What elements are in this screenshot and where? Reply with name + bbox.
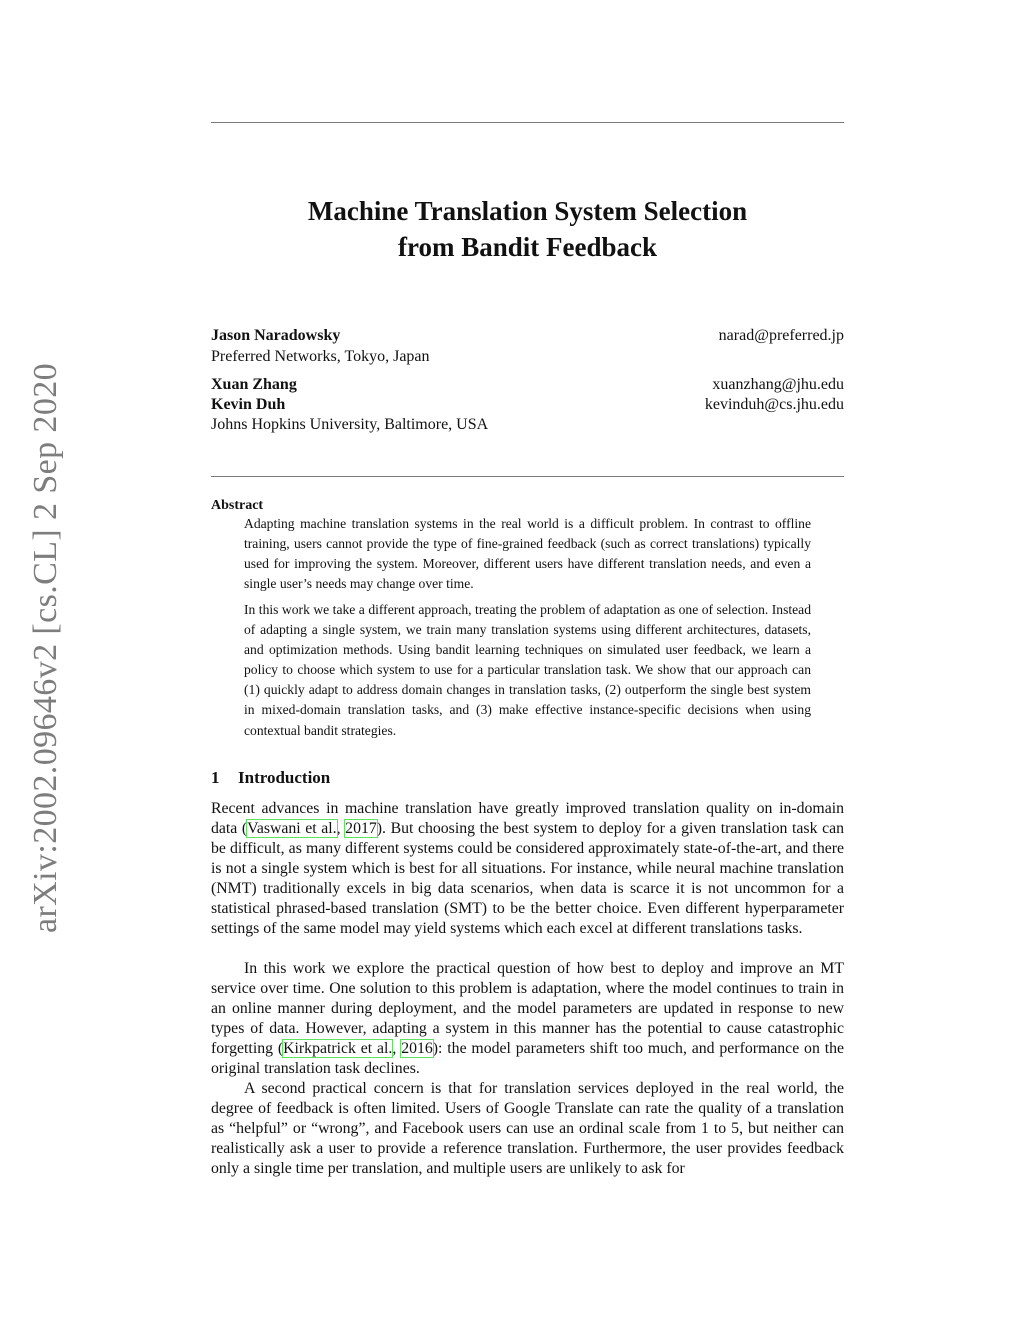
paragraph-text: In this work we explore the practical question of how best to deploy and improve an MT service over time. One solution to this problem is adaptation, where the model continues to train in an online manner during deployment, and the model parameters are updated in response to new types of data. However, adapting a system in this manner has the potential to cause catastrophic forgetting (: [211, 960, 844, 1057]
author-email: narad@preferred.jp: [718, 327, 844, 344]
title-line-1: Machine Translation System Selection: [307, 196, 748, 226]
body-paragraph: [211, 799, 844, 939]
body-paragraph: A second practical concern is that for translation services deployed in the real world, the degree of feedback is often limited. Users of Google Translate can rate the quality of a translation as “helpful” or “wrong”, and Facebook users can use an ordinal scale from 1 to 5, but neither can realistically ask a user to provide a reference translation. Furthermore, the user provides feedback only a single time per translation, and multiple users are unlikely to ask for: [211, 1080, 844, 1177]
citation-link-vaswani-author[interactable]: Vaswani et al.: [247, 820, 337, 837]
citation-link-kirkpatrick-author[interactable]: Kirkpatrick et al.: [283, 1040, 393, 1057]
citation-link-kirkpatrick-year[interactable]: 2016: [401, 1040, 433, 1057]
paragraph-text: ): the model parameters shift too much, and performance on the original translation task declines.: [211, 1040, 844, 1077]
author-affiliation: Preferred Networks, Tokyo, Japan: [211, 348, 430, 365]
section-heading-introduction: [211, 767, 330, 789]
section-number: 1: [211, 768, 220, 787]
paper-title: [211, 193, 844, 265]
author-row: [211, 395, 844, 415]
citation-separator: ,: [392, 1040, 402, 1057]
abstract-heading: Abstract: [211, 498, 264, 513]
section-title: Introduction: [238, 768, 331, 787]
author-affiliation: Johns Hopkins University, Baltimore, USA: [211, 416, 489, 433]
author-name: Xuan Zhang: [211, 376, 297, 393]
paragraph-text: ). But choosing the best system to deploy for a given translation task can be difficult, as many different systems could be considered approximately state-of-the-art, and there is not a single system which is best for all situations. For instance, while neural machine translation (NMT) traditionally excels in big data scenarios, when data is scarce it is not uncommon for a statistical phrased-based translation (SMT) to be the better choice. Even different hyperparameter settings of the same model may yield systems which each excel at different translations tasks.: [211, 820, 844, 937]
author-name: Jason Naradowsky: [211, 327, 341, 344]
body-paragraph: [211, 959, 844, 1079]
abstract-paragraph: In this work we take a different approach, treating the problem of adaptation as one of selection. Instead of adapting a single system, we train many translation systems using different architectures, datasets, and optimization methods. Using bandit learning techniques on simulated user feedback, we learn a policy to choose which system to use for a particular translation task. We show that our approach can (1) quickly adapt to address domain changes in translation tasks, (2) outperform the single best system in mixed-domain translation tasks, and (3) make effective instance-specific decisions when using contextual bandit strategies.: [244, 602, 811, 738]
citation-link-vaswani-year[interactable]: 2017: [345, 820, 377, 837]
abstract-paragraph: Adapting machine translation systems in the real world is a difficult problem. In contrast to offline training, users cannot provide the type of fine-grained feedback (such as correct translations) typically used for improving the system. Moreover, different users have different translation needs, and even a single user’s needs may change over time.: [244, 516, 811, 592]
citation-separator: ,: [336, 820, 346, 837]
arxiv-identifier-stamp: arXiv:2002.09646v2 [cs.CL] 2 Sep 2020: [27, 362, 64, 934]
paragraph-text: Recent advances in machine translation have greatly improved translation quality on in-domain data (: [211, 800, 844, 837]
title-line-2: from Bandit Feedback: [397, 232, 657, 262]
top-rule: [211, 122, 844, 123]
author-row: [211, 375, 844, 395]
author-row: [211, 326, 844, 346]
header-divider-rule: [211, 476, 844, 477]
author-email: xuanzhang@jhu.edu: [712, 376, 844, 393]
author-email: kevinduh@cs.jhu.edu: [704, 396, 844, 413]
author-name: Kevin Duh: [211, 396, 286, 413]
